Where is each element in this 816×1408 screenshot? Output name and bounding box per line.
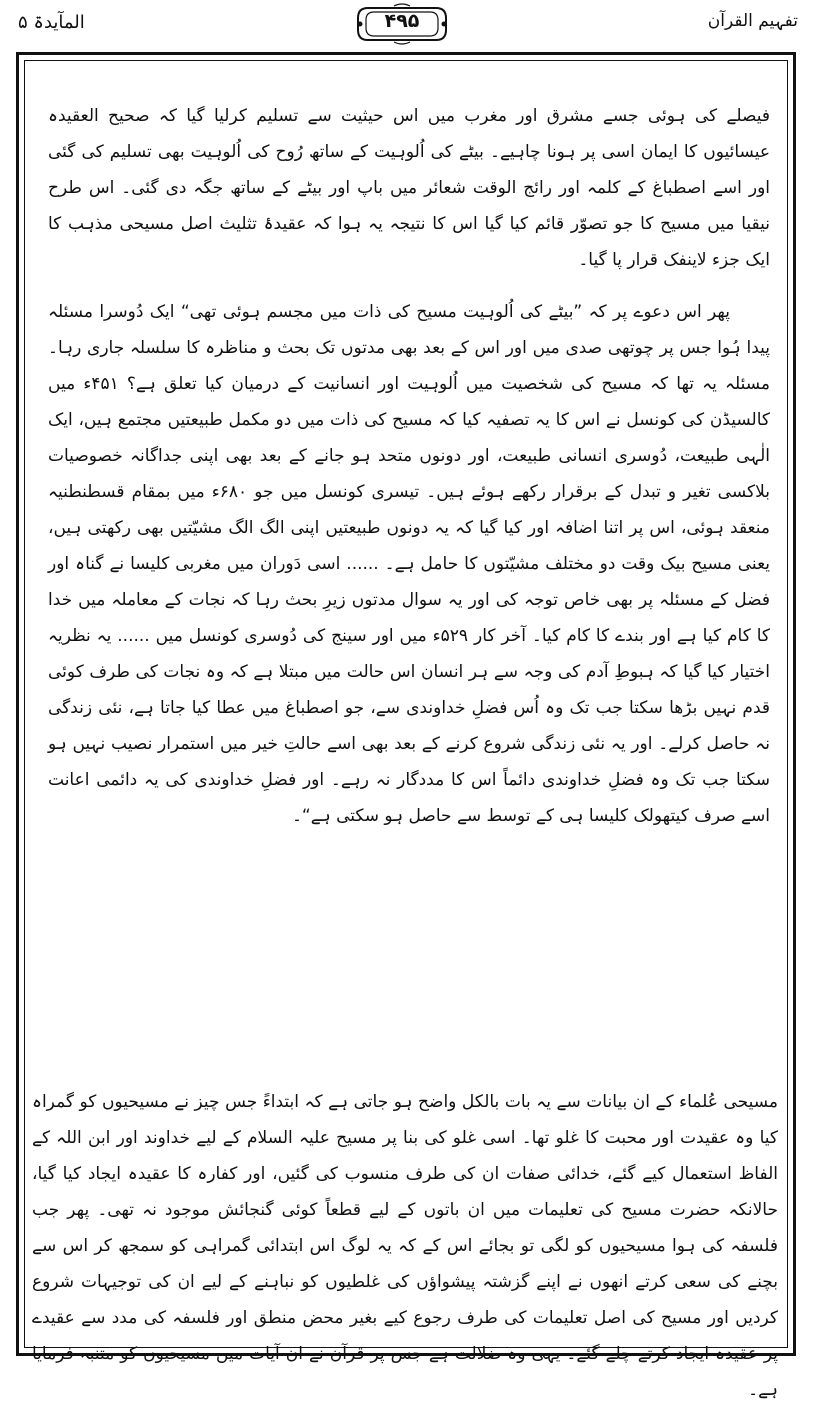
paragraph-councils: پھر اس دعوے پر کہ ”بیٹے کی اُلوہیت مسیح کی ذات میں مجسم ہوئی تھی“ ایک دُوسرا مسئلہ پیدا ہُوا جس پر چوتھی صدی میں اور اس کے بعد بھی مدتوں تک بحث و مناظرہ کا سلسلہ جاری رہا۔ مسئلہ یہ تھا کہ مسیح کی شخصیت میں اُلوہیت اور انسانیت کے درمیان کیا تعلق ہے؟ ۴۵۱ء میں کالسیڈن کی کونسل نے اس کا یہ تصفیہ کیا کہ مسیح کی ذات میں دو مکمل طبیعتیں مجتمع ہیں، ایک الٰہی طبیعت، دُوسری انسانی طبیعت، اور دونوں متحد ہو جانے کے بعد بھی اپنی جداگانہ خصوصیات بلاکسی تغیر و تبدل کے برقرار رکھے ہوئے ہیں۔ تیسری کونسل میں جو ۶۸۰ء میں بمقام قسطنطنیہ منعقد ہوئی، اس پر اتنا اضافہ اور کیا گیا کہ یہ دونوں طبیعتیں اپنی الگ الگ مشیّتیں بھی رکھتی ہیں، یعنی مسیح بیک وقت دو مختلف مشیّتوں کا حامل ہے۔ ...... اسی دَوران میں مغربی کلیسا نے گناہ اور فضل کے مسئلہ پر بھی خاص توجہ کی اور یہ سوال مدتوں زیرِ بحث رہا کہ نجات کے معاملہ میں خدا کا کام کیا ہے اور بندے کا کام کیا۔ آخر کار ۵۲۹ء میں اور سینج کی دُوسری کونسل میں ...... یہ نظریہ اختیار کیا گیا کہ ہبوطِ آدم کی وجہ سے ہر انسان اس حالت میں مبتلا ہے کہ وہ نجات کی طرف کوئی قدم نہیں بڑھا سکتا جب تک وہ اُس فضلِ خداوندی سے، جو اصطباغ میں عطا کیا جاتا ہے، نئی زندگی نہ حاصل کرلے۔ اور یہ نئی زندگی شروع کرنے کے بعد بھی اسے حالتِ خیر میں استمرار نصیب نہیں ہو سکتا جب تک وہ فضلِ خداوندی دائماً اس کا مددگار نہ رہے۔ اور فضلِ خداوندی کی یہ دائمی اعانت اسے صرف کیتھولک کلیسا ہی کے توسط سے حاصل ہو سکتی ہے“۔ — [48, 302, 771, 826]
page-header — [0, 0, 816, 60]
paragraph-nicaea: فیصلے کی ہوئی جسے مشرق اور مغرب میں اس حیثیت سے تسلیم کرلیا گیا کہ صحیح العقیدہ عیسائیوں کا ایمان اسی پر ہونا چاہیے۔ بیٹے کی اُلوہیت کے ساتھ رُوح کی اُلوہیت بھی تسلیم کی گئی اور اسے اصطباغ کے کلمہ اور رائج الوقت شعائر میں باپ اور بیٹے کے ساتھ جگہ دی گئی۔ اس طرح نیقیا میں مسیح کا جو تصوّر قائم کیا گیا اس کا نتیجہ یہ ہوا کہ عقیدۂ تثلیث اصل مسیحی مذہب کا ایک جزء لاینفک قرار پا گیا۔ — [48, 106, 770, 270]
surah-title: المآیدۃ ۵ — [18, 12, 85, 33]
book-title: تفہیم القرآن — [707, 11, 798, 31]
paragraph-conclusion: مسیحی عُلماء کے ان بیانات سے یہ بات بالکل واضح ہو جاتی ہے کہ ابتداءً جس چیز نے مسیحیوں کو گمراہ کیا وہ عقیدت اور محبت کا غلو تھا۔ اسی غلو کی بنا پر مسیح علیہ السلام کے لیے خداوند اور ابن اللہ کے الفاظ استعمال کیے گئے، خدائی صفات ان کی طرف منسوب کی گئیں، اور کفارہ کا عقیدہ ایجاد کیا گیا، حالانکہ حضرت مسیح کی تعلیمات میں ان باتوں کے لیے قطعاً کوئی گنجائش موجود نہ تھی۔ پھر جب فلسفہ کی ہوا مسیحیوں کو لگی تو بجائے اس کے کہ یہ لوگ اس ابتدائی گمراہی کو سمجھ کر اس سے بچنے کی سعی کرتے انھوں نے اپنے گزشتہ پیشواؤں کی غلطیوں کو نباہنے کے لیے ان کی توجیہات شروع کردیں اور مسیح کی اصل تعلیمات کی طرف رجوع کیے بغیر محض منطق اور فلسفہ کی مدد سے عقیدے پر عقیدہ ایجاد کرتے چلے گئے۔ یہی وہ ضلالت ہے جس پر قرآن نے ان آیات میں مسیحیوں کو متنبہ فرمایا ہے۔ — [32, 1092, 778, 1400]
page-number: ۴۹۵ — [384, 10, 420, 32]
page-number-ornament — [354, 2, 450, 46]
quoted-text-block — [48, 98, 770, 834]
